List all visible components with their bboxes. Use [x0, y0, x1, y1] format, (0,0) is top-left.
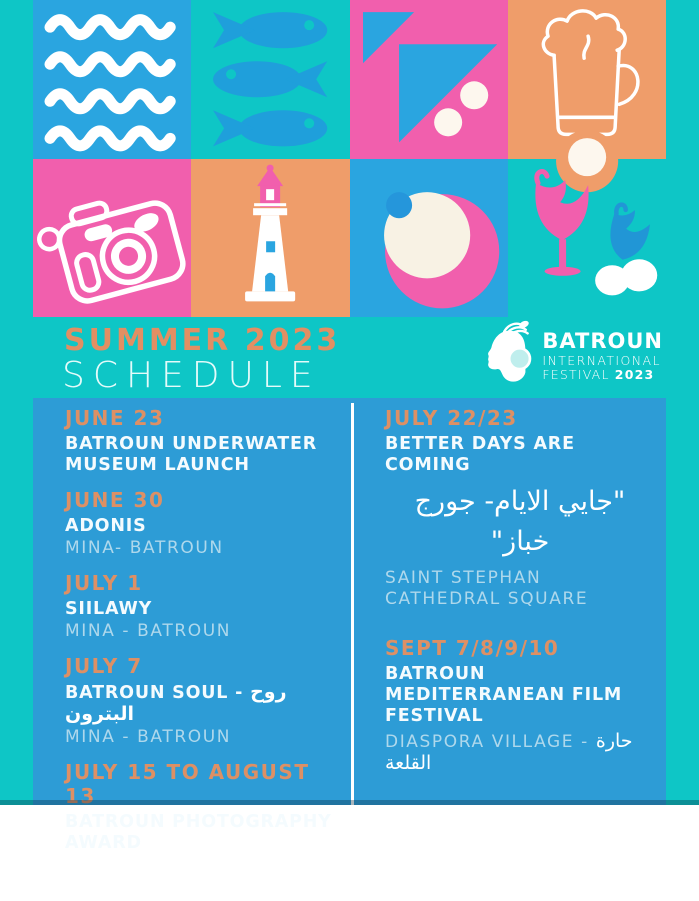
footer — [385, 813, 676, 901]
festival-logo — [478, 319, 663, 393]
entry-date: SEPT 7/8/9/10 — [385, 636, 560, 660]
logo-line3 — [542, 369, 663, 382]
fish-icon — [191, 0, 349, 159]
tile-fish — [191, 0, 349, 159]
wine-glasses-icon — [508, 159, 666, 318]
entry-arabic-quote: "جايي الايام- جورج خباز" — [414, 486, 626, 557]
tile-wine — [508, 159, 666, 318]
logo-line3-festival: FESTIVAL — [542, 367, 610, 382]
triangles-icon — [350, 0, 508, 159]
entry-date: JULY 22/23 — [385, 406, 518, 430]
schedule-entry — [65, 571, 333, 642]
tile-camera — [33, 159, 191, 318]
logo-line3-year: 2023 — [614, 367, 655, 382]
schedule-column-left — [65, 406, 333, 866]
face-profile-icon — [478, 319, 534, 393]
entry-venue: MINA - BATROUN — [65, 727, 232, 747]
schedule-panel — [33, 398, 676, 894]
bottom-edge-strip — [0, 800, 699, 805]
column-divider — [351, 403, 354, 805]
entry-venue: SAINT STEPHAN CATHEDRAL SQUARE — [385, 568, 589, 609]
entry-event: BETTER DAYS ARE COMING — [385, 434, 575, 475]
schedule-entry — [385, 636, 655, 775]
schedule-entry — [385, 406, 655, 610]
tile-circles — [350, 159, 508, 318]
schedule-entry — [65, 488, 333, 559]
waves-icon — [33, 0, 191, 159]
schedule-column-right — [385, 406, 676, 901]
schedule-entry — [65, 406, 333, 476]
instagram-icon — [385, 857, 429, 901]
circles-icon — [350, 159, 508, 318]
entry-event-arabic: روح البترون — [65, 681, 287, 725]
tile-grid — [33, 0, 666, 317]
logo-line2: INTERNATIONAL — [542, 352, 661, 368]
entry-date: JULY 7 — [65, 654, 143, 678]
instagram-handle-row — [385, 857, 676, 901]
entry-event: BATROUN UNDERWATER MUSEUM LAUNCH — [65, 434, 318, 475]
entry-event: BATROUN PHOTOGRAPHY AWARD — [65, 812, 332, 853]
camera-icon — [33, 159, 191, 318]
entry-event: BATROUN SOUL - روح البترون — [65, 681, 287, 725]
entry-date: JUNE 23 — [65, 406, 165, 430]
entry-venue: MINA - BATROUN — [65, 621, 232, 641]
logo-name: BATROUN — [542, 328, 663, 353]
instagram-handle: @batrounfestival — [437, 864, 676, 894]
schedule-entry — [65, 760, 333, 854]
entry-date: JULY 15 TO AUGUST 13 — [65, 760, 310, 808]
festival-logo-text — [542, 328, 663, 382]
poster-title-schedule: SCHEDULE — [62, 355, 321, 396]
entry-venue: DIASPORA VILLAGE - حارة القلعة — [385, 730, 633, 774]
entry-event: SIILAWY — [65, 599, 153, 619]
schedule-entry — [65, 654, 333, 748]
tile-triangles — [350, 0, 508, 159]
tile-waves — [33, 0, 191, 159]
contact-info: FOR MORE INFO: 03 105 700 — [424, 813, 653, 851]
lighthouse-icon — [191, 159, 349, 318]
tile-lighthouse — [191, 159, 349, 318]
entry-venue: MINA- BATROUN — [65, 538, 224, 558]
entry-date: JUNE 30 — [65, 488, 165, 512]
entry-event: BATROUN MEDITERRANEAN FILM FESTIVAL — [385, 664, 623, 726]
entry-venue-arabic: حارة القلعة — [385, 730, 633, 774]
entry-event: ADONIS — [65, 516, 147, 536]
title-band — [0, 317, 699, 398]
entry-date: JULY 1 — [65, 571, 143, 595]
poster-title-season: SUMMER 2023 — [64, 323, 341, 358]
